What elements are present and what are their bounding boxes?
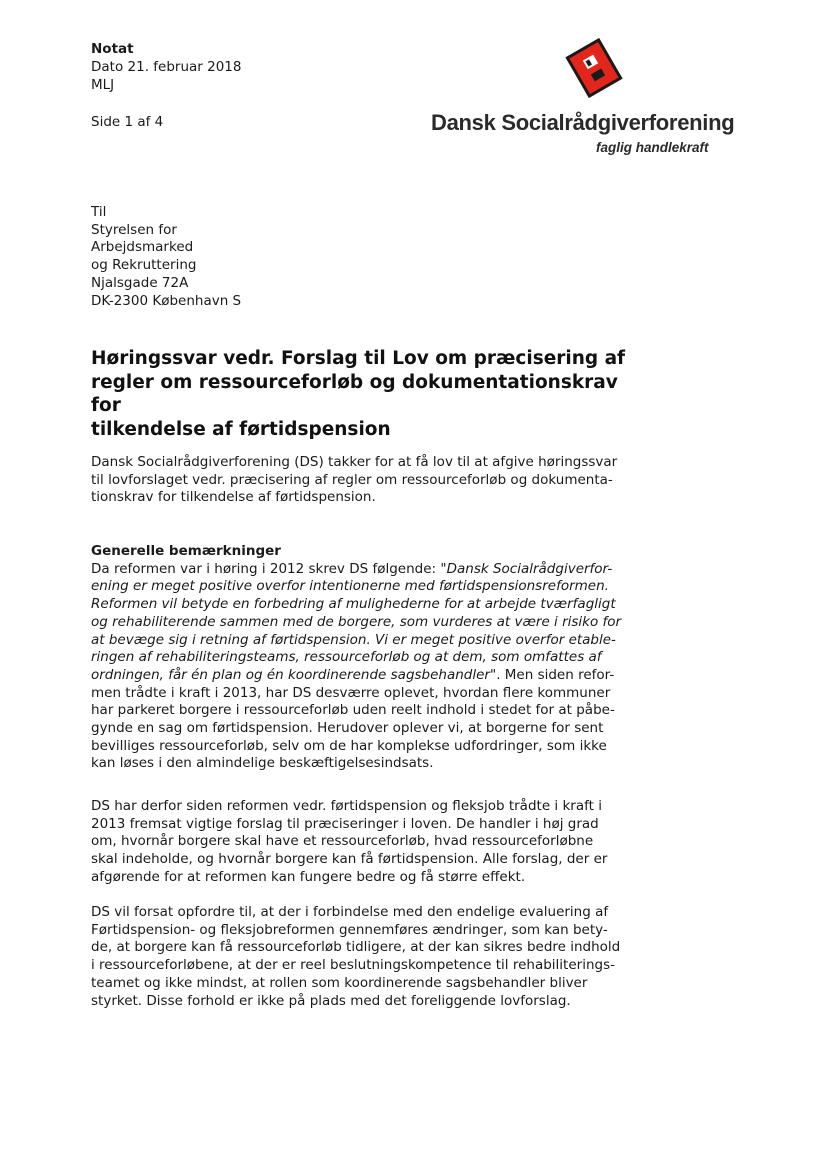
text-span: ". Men siden refor- [489, 666, 615, 683]
text-line: kan løses i den almindelige beskæftigelsesindsats. [91, 755, 434, 772]
title-line: Høringssvar vedr. Forslag til Lov om præcisering af [91, 348, 626, 369]
title-line: regler om ressourceforløb og dokumentationskrav for [91, 371, 618, 416]
quote-line: ringen af rehabiliteringsteams, ressourceforløb og at dem, som omfattes af [91, 649, 602, 666]
text-line: Dansk Socialrådgiverforening (DS) takker for at få lov til at afgive høringssvar [91, 454, 618, 470]
address-line: Til [91, 204, 107, 220]
text-line: DS har derfor siden reformen vedr. førtidspension og fleksjob trådte i kraft i [91, 798, 602, 814]
document-meta [91, 40, 241, 94]
text-line: til lovforslaget vedr. præcisering af regler om ressourceforløb og dokumenta- [91, 471, 613, 488]
org-tagline: faglig handlekraft [596, 140, 709, 155]
address-line: Njalsgade 72A [91, 274, 189, 291]
text-line: Førtidspension- og fleksjobreformen gennemføres ændringer, som kan bety- [91, 921, 608, 938]
quote-line: at bevæge sig i retning af førtidspension. Vi er meget positive overfor etable- [91, 631, 616, 648]
address-line: Styrelsen for [91, 221, 177, 238]
section-heading: Generelle bemærkninger [91, 543, 281, 559]
page-number: Side 1 af 4 [91, 114, 164, 130]
paragraph-2 [91, 798, 651, 887]
text-line: om, hvornår borgere skal have et ressourceforløb, hvad ressourceforløbne [91, 833, 594, 850]
text-line: tionskrav for tilkendelse af førtidspension. [91, 489, 376, 506]
general-remarks-section [91, 543, 651, 773]
doc-type: Notat [91, 41, 134, 57]
doc-initials: MLJ [91, 77, 115, 93]
text-line: har parkeret borgere i ressourceforløb uden reelt indhold i stedet for at påbe- [91, 702, 615, 719]
text-line: men trådte i kraft i 2013, har DS desværre oplevet, hvordan flere kommuner [91, 684, 611, 701]
document-title [91, 347, 651, 441]
text-line [91, 561, 651, 579]
text-line: bevilliges ressourceforløb, selv om de har komplekse udfordringer, som ikke [91, 737, 607, 754]
text-line: skal indeholde, og hvornår borgere kan få førtidspension. Alle forslag, der er [91, 851, 608, 868]
address-line: og Rekruttering [91, 257, 197, 274]
recipient-address [91, 204, 241, 310]
text-line: teamet og ikke mindst, at rollen som koordinerende sagsbehandler bliver [91, 974, 588, 991]
text-line: gynde en sag om førtidspension. Herudover oplever vi, at borgerne for sent [91, 720, 604, 737]
text-line: i ressourceforløbene, at der er reel beslutningskompetence til rehabiliterings- [91, 957, 615, 974]
ds-logo-icon [562, 38, 626, 98]
quote-span: Dansk Socialrådgiverfor- [446, 560, 613, 577]
text-line: 2013 fremsat vigtige forslag til præciseringer i loven. De handler i høj grad [91, 815, 599, 832]
text-line [91, 667, 651, 685]
quote-line: og rehabiliterende sammen med de borgere, som vurderes at være i risiko for [91, 613, 622, 630]
paragraph-3 [91, 904, 651, 1010]
doc-date: Dato 21. februar 2018 [91, 59, 242, 75]
address-line: Arbejdsmarked [91, 239, 194, 256]
quote-line: Reformen vil betyde en forbedring af mulighederne for at arbejde tværfagligt [91, 596, 616, 613]
title-line: tilkendelse af førtidspension [91, 418, 391, 440]
quote-line: ening er meget positive overfor intentionerne med førtidspensionsreformen. [91, 578, 609, 595]
address-line: DK-2300 København S [91, 292, 242, 309]
text-line: styrket. Disse forhold er ikke på plads med det foreliggende lovforslag. [91, 992, 571, 1009]
intro-paragraph [91, 454, 651, 507]
text-line: de, at borgere kan få ressourceforløb tidligere, at der kan sikres bedre indhold [91, 939, 621, 956]
org-name: Dansk Socialrådgiverforening [431, 110, 735, 135]
text-line: DS vil forsat opfordre til, at der i forbindelse med den endelige evaluering af [91, 904, 609, 920]
text-line: afgørende for at reformen kan fungere bedre og få større effekt. [91, 868, 526, 885]
quote-span: ordningen, får én plan og én koordinerende sagsbehandler [91, 666, 490, 683]
text-span: Da reformen var i høring i 2012 skrev DS følgende: " [91, 560, 447, 577]
